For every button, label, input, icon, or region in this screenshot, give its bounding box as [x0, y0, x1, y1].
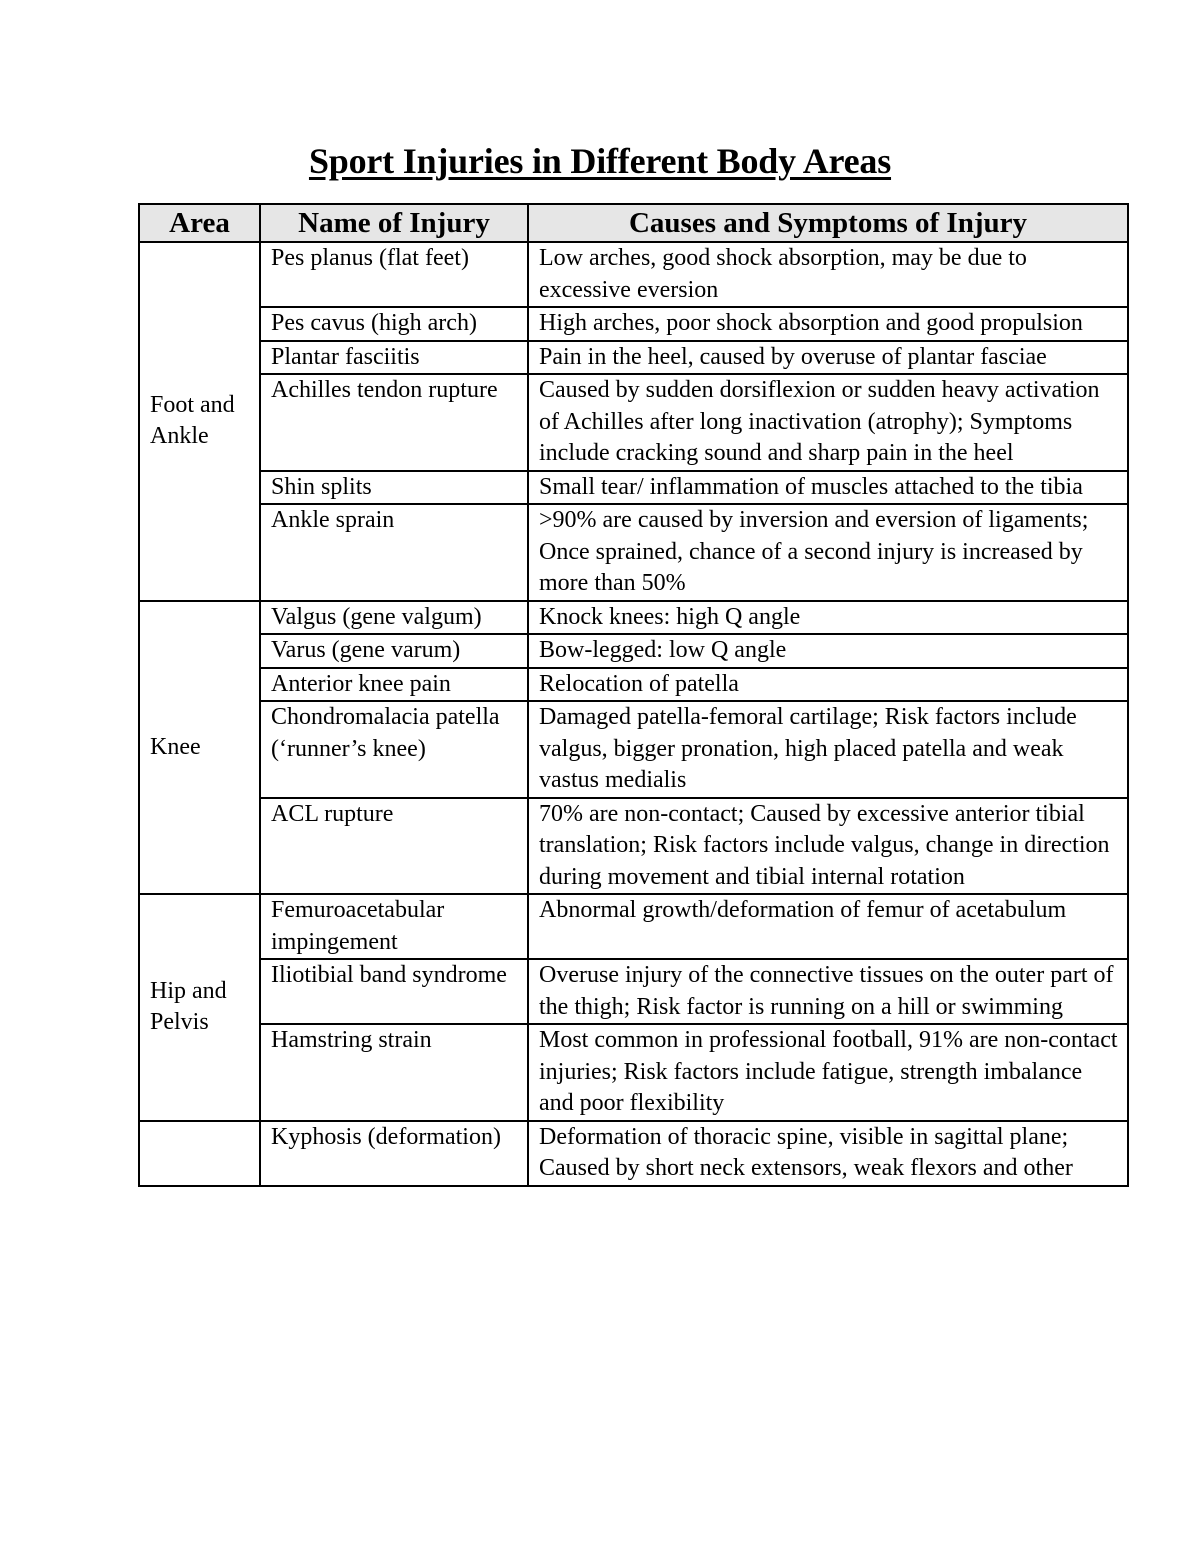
- injury-name-cell: Plantar fasciitis: [260, 341, 528, 375]
- table-row: [139, 307, 1128, 341]
- header-name-of-injury: Name of Injury: [260, 204, 528, 242]
- injury-name-cell: Anterior knee pain: [260, 668, 528, 702]
- injury-causes-cell: Caused by sudden dorsiflexion or sudden heavy activation of Achilles after long inactivation (atrophy); Symptoms include cracking sound and sharp pain in the heel: [528, 374, 1128, 471]
- injury-causes-cell: Deformation of thoracic spine, visible in sagittal plane; Caused by short neck extensors, weak flexors and other: [528, 1121, 1128, 1186]
- table-row: [139, 471, 1128, 505]
- injury-name-cell: Femuroacetabular impingement: [260, 894, 528, 959]
- area-cell: [139, 1121, 260, 1186]
- injury-name-cell: Iliotibial band syndrome: [260, 959, 528, 1024]
- injury-causes-cell: Bow-legged: low Q angle: [528, 634, 1128, 668]
- injury-name-cell: Pes planus (flat feet): [260, 242, 528, 307]
- injury-name-cell: Ankle sprain: [260, 504, 528, 601]
- table-row: [139, 1024, 1128, 1121]
- injury-name-cell: Pes cavus (high arch): [260, 307, 528, 341]
- header-causes-symptoms: Causes and Symptoms of Injury: [528, 204, 1128, 242]
- injury-name-cell: Hamstring strain: [260, 1024, 528, 1121]
- injury-name-cell: ACL rupture: [260, 798, 528, 895]
- area-cell: Knee: [139, 601, 260, 895]
- injury-causes-cell: Damaged patella-femoral cartilage; Risk factors include valgus, bigger pronation, high placed patella and weak vastus medialis: [528, 701, 1128, 798]
- header-area: Area: [139, 204, 260, 242]
- injury-causes-cell: Knock knees: high Q angle: [528, 601, 1128, 635]
- injury-causes-cell: >90% are caused by inversion and eversion of ligaments; Once sprained, chance of a second injury is increased by more than 50%: [528, 504, 1128, 601]
- table-header-row: [139, 204, 1128, 242]
- table-row: [139, 668, 1128, 702]
- table-row: [139, 701, 1128, 798]
- injury-causes-cell: Pain in the heel, caused by overuse of plantar fasciae: [528, 341, 1128, 375]
- injury-causes-cell: Relocation of patella: [528, 668, 1128, 702]
- table-row: [139, 341, 1128, 375]
- injury-causes-cell: Small tear/ inflammation of muscles attached to the tibia: [528, 471, 1128, 505]
- table-row: [139, 374, 1128, 471]
- injury-causes-cell: 70% are non-contact; Caused by excessive anterior tibial translation; Risk factors include valgus, change in direction during movement and tibial internal rotation: [528, 798, 1128, 895]
- page-title: Sport Injuries in Different Body Areas: [308, 141, 892, 181]
- table-row: [139, 601, 1128, 635]
- injury-name-cell: Achilles tendon rupture: [260, 374, 528, 471]
- table-row: [139, 959, 1128, 1024]
- injury-name-cell: Varus (gene varum): [260, 634, 528, 668]
- table-row: [139, 242, 1128, 307]
- area-cell: Foot and Ankle: [139, 242, 260, 601]
- injury-name-cell: Chondromalacia patella (‘runner’s knee): [260, 701, 528, 798]
- injury-causes-cell: High arches, poor shock absorption and good propulsion: [528, 307, 1128, 341]
- injury-name-cell: Kyphosis (deformation): [260, 1121, 528, 1186]
- injury-table: [138, 203, 1129, 1187]
- table-row: [139, 798, 1128, 895]
- injury-causes-cell: Low arches, good shock absorption, may be due to excessive eversion: [528, 242, 1128, 307]
- table-row: [139, 504, 1128, 601]
- table-row: [139, 894, 1128, 959]
- injury-name-cell: Shin splits: [260, 471, 528, 505]
- table-row: [139, 634, 1128, 668]
- area-cell: Hip and Pelvis: [139, 894, 260, 1121]
- injury-causes-cell: Abnormal growth/deformation of femur of acetabulum: [528, 894, 1128, 959]
- injury-name-cell: Valgus (gene valgum): [260, 601, 528, 635]
- injury-causes-cell: Overuse injury of the connective tissues on the outer part of the thigh; Risk factor is running on a hill or swimming: [528, 959, 1128, 1024]
- table-row: [139, 1121, 1128, 1186]
- injury-causes-cell: Most common in professional football, 91% are non-contact injuries; Risk factors include fatigue, strength imbalance and poor flexibility: [528, 1024, 1128, 1121]
